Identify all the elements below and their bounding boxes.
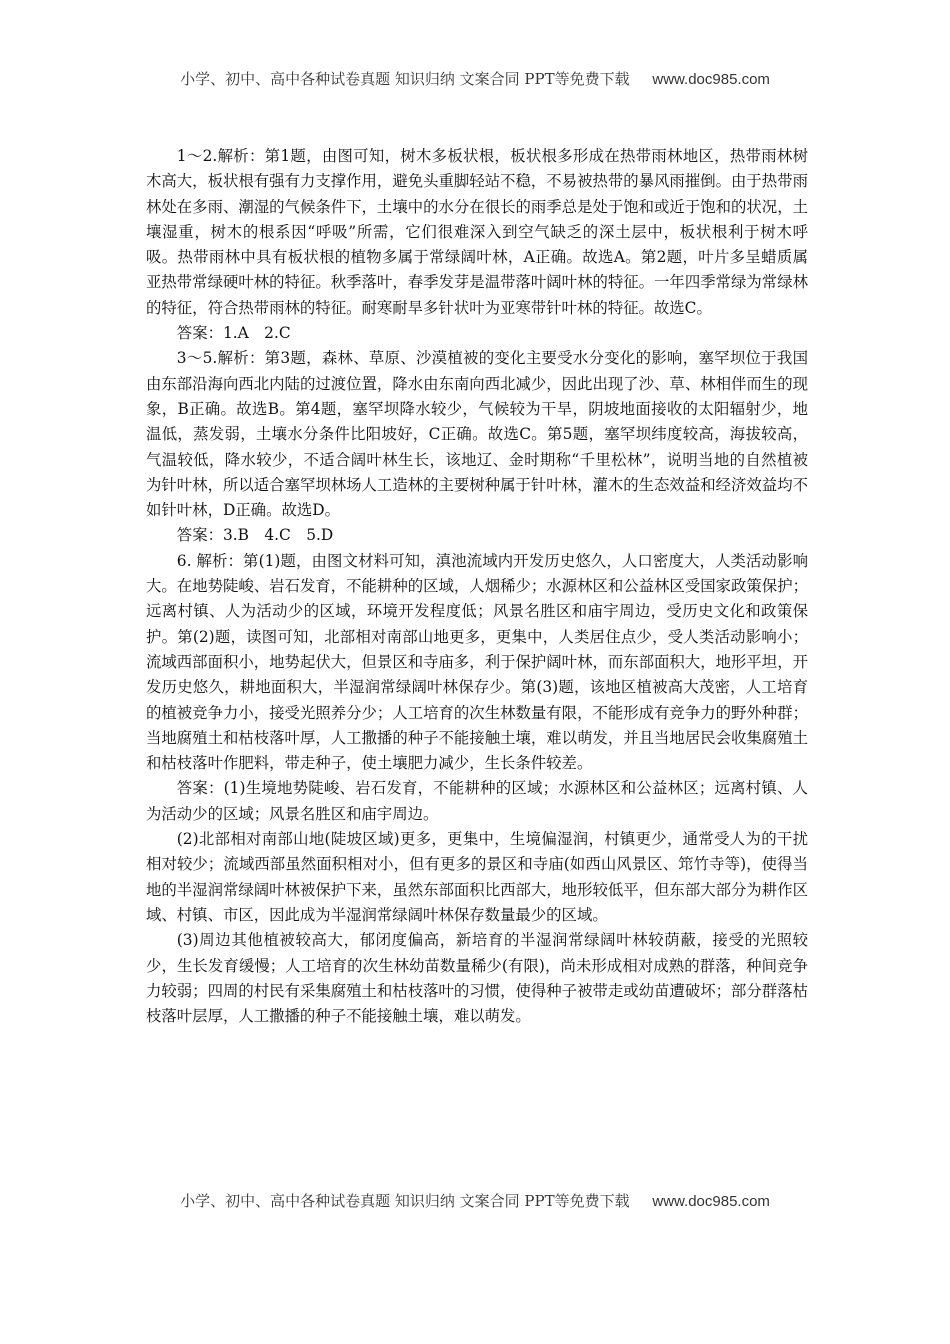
paragraph-q3-5-answer: 答案：3.B 4.C 5.D bbox=[176, 526, 334, 545]
page-header bbox=[0, 68, 950, 89]
paragraph-q3-5-analysis: 3～5.解析：第3题，森林、草原、沙漠植被的变化主要受水分变化的影响，塞罕坝位于我国由东部沿海向西北内陆的过渡位置，降水由东南向西北减少，因此出现了沙、草、林相伴而生的现象，B正确。故选B。第4题，塞罕坝降水较少，气候较为干旱，阴坡地面接收的太阳辐射少，地温低，蒸发弱，土壤水分条件比阳坡好，C正确。故选C。第5题，塞罕坝纬度较高，海拔较高，气温较低，降水较少，不适合阔叶林生长，该地辽、金时期称“千里松林”，说明当地的自然植被为针叶林，所以适合塞罕坝林场人工造林的主要树种属于针叶林，灌木的生态效益和经济效益均不如针叶林，D正确。故选D。 bbox=[146, 349, 808, 520]
footer-site-link[interactable]: www.doc985.com bbox=[652, 1193, 770, 1210]
paragraph-q1-2-answer: 答案：1.A 2.C bbox=[176, 324, 291, 343]
page-footer bbox=[0, 1190, 950, 1211]
footer-text: 小学、初中、高中各种试卷真题 知识归纳 文案合同 PPT等免费下载 bbox=[180, 1192, 630, 1210]
document-body bbox=[146, 144, 808, 1029]
header-text: 小学、初中、高中各种试卷真题 知识归纳 文案合同 PPT等免费下载 bbox=[180, 70, 630, 88]
paragraph-q6-analysis: 6. 解析：第(1)题，由图文材料可知，滇池流域内开发历史悠久，人口密度大，人类活动影响大。在地势陡峻、岩石发育，不能耕种的区域，人烟稀少；水源林区和公益林区受国家政策保护；远离村镇、人为活动少的区域，环境开发程度低；风景名胜区和庙宇周边，受历史文化和政策保护。第(2)题，读图可知，北部相对南部山地更多，更集中，人类居住点少，受人类活动影响小；流域西部面积小，地势起伏大，但景区和寺庙多，利于保护阔叶林，而东部面积大，地形平坦，开发历史悠久，耕地面积大，半湿润常绿阔叶林保存少。第(3)题，该地区植被高大茂密，人工培育的植被竞争力小，接受光照养分少；人工培育的次生林数量有限，不能形成有竞争力的野外种群；当地腐殖土和枯枝落叶厚，人工撒播的种子不能接触土壤，难以萌发，并且当地居民会收集腐殖土和枯枝落叶作肥料，带走种子，使土壤肥力减少，生长条件较差。 bbox=[146, 551, 808, 773]
paragraph-q1-2-analysis: 1～2.解析：第1题，由图可知，树木多板状根，板状根多形成在热带雨林地区，热带雨林树木高大，板状根有强有力支撑作用，避免头重脚轻站不稳，不易被热带的暴风雨摧倒。由于热带雨林处在多雨、潮湿的气候条件下，土壤中的水分在很长的雨季总是处于饱和或近于饱和的状况，土壤湿重，树木的根系因“呼吸”所需，它们很难深入到空气缺乏的深土层中，板状根利于树木呼吸。热带雨林中具有板状根的植物多属于常绿阔叶林，A正确。故选A。第2题，叶片多呈蜡质属亚热带常绿硬叶林的特征。秋季落叶，春季发芽是温带落叶阔叶林的特征。一年四季常绿为常绿林的特征，符合热带雨林的特征。耐寒耐旱多针状叶为亚寒带针叶林的特征。故选C。 bbox=[146, 147, 808, 317]
paragraph-q6-answer-2: (2)北部相对南部山地(陡坡区域)更多，更集中，生境偏湿润，村镇更少，通常受人为的干扰相对较少；流域西部虽然面积相对小，但有更多的景区和寺庙(如西山风景区、筇竹寺等)，使得当地的半湿润常绿阔叶林被保护下来，虽然东部面积比西部大，地形较低平，但东部大部分为耕作区域、村镇、市区，因此成为半湿润常绿阔叶林保存数量最少的区域。 bbox=[146, 830, 808, 924]
paragraph-q6-answer-3: (3)周边其他植被较高大，郁闭度偏高，新培育的半湿润常绿阔叶林较荫蔽，接受的光照较少，生长发育缓慢；人工培育的次生林幼苗数量稀少(有限)，尚未形成相对成熟的群落，种间竞争力较弱；四周的村民有采集腐殖土和枯枝落叶的习惯，使得种子被带走或幼苗遭破坏；部分群落枯枝落叶层厚，人工撒播的种子不能接触土壤，难以萌发。 bbox=[146, 931, 808, 1026]
header-site-link[interactable]: www.doc985.com bbox=[652, 71, 770, 88]
paragraph-q6-answer-1: 答案：(1)生境地势陡峻、岩石发育，不能耕种的区域；水源林区和公益林区；远离村镇、人为活动少的区域；风景名胜区和庙宇周边。 bbox=[146, 779, 808, 823]
